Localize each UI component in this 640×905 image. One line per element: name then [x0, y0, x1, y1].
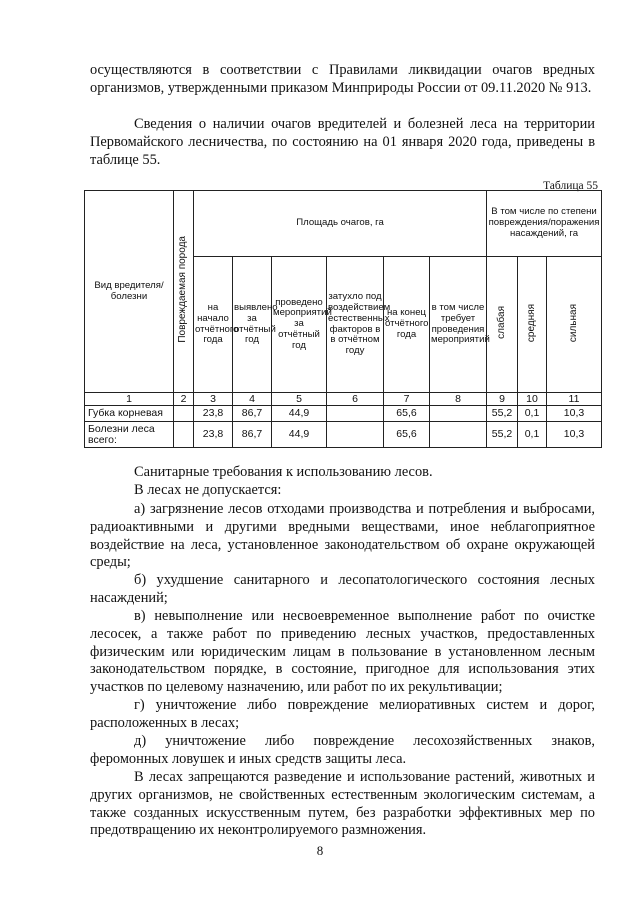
header-pest: Вид вредителя/болезни	[85, 191, 174, 393]
paragraph-item-d: д) уничтожение либо повреждение лесохозяйственных знаков, феромонных ловушек и иных средств защиты леса.	[90, 733, 595, 767]
header-end: на конец отчётного года	[384, 257, 430, 393]
column-numbers-row	[85, 393, 602, 406]
cell-end: 65,6	[384, 422, 430, 448]
page-number: 8	[316, 843, 324, 858]
col-number: 7	[384, 393, 430, 406]
header-area: Площадь очагов, га	[194, 191, 487, 257]
cell-pest-name: Губка корневая	[85, 406, 174, 422]
header-strong: сильная	[547, 257, 602, 393]
cell-medium: 0,1	[518, 406, 547, 422]
paragraph-table-intro: Сведения о наличии очагов вредителей и болезней леса на территории Первомайского лесничества, по состоянию на 01 января 2020 года, приведены в таблице 55.	[90, 116, 595, 168]
cell-pest-name: Болезни леса всего:	[85, 422, 174, 448]
cell-require	[430, 406, 487, 422]
header-require: в том числе требует проведения мероприятий	[430, 257, 487, 393]
col-number: 8	[430, 393, 487, 406]
paragraph-item-b: б) ухудшение санитарного и лесопатологического состояния лесных насаждений;	[90, 572, 595, 606]
header-start: на начало отчётного года	[194, 257, 233, 393]
table-row	[85, 406, 602, 422]
col-number: 9	[487, 393, 518, 406]
cell-found: 86,7	[233, 406, 272, 422]
header-weak: слабая	[487, 257, 518, 393]
cell-strong: 10,3	[547, 406, 602, 422]
col-number: 5	[272, 393, 327, 406]
cell-strong: 10,3	[547, 422, 602, 448]
paragraph-rules: осуществляются в соответствии с Правилами ликвидации очагов вредных организмов, утвержденными приказом Минприроды России от 09.11.2020 № 913.	[90, 62, 595, 96]
cell-weak: 55,2	[487, 406, 518, 422]
cell-breed	[174, 422, 194, 448]
cell-require	[430, 422, 487, 448]
cell-breed	[174, 406, 194, 422]
cell-measures: 44,9	[272, 406, 327, 422]
col-number: 11	[547, 393, 602, 406]
col-number: 6	[327, 393, 384, 406]
col-number: 4	[233, 393, 272, 406]
col-number: 2	[174, 393, 194, 406]
paragraph-item-g: г) уничтожение либо повреждение мелиоративных систем и дорог, расположенных в лесах;	[90, 697, 595, 731]
header-faded: затухло под воздействием естественных факторов в в отчётном году	[327, 257, 384, 393]
pest-disease-table	[84, 190, 602, 448]
paragraph-item-v: в) невыполнение или несвоевременное выполнение работ по очистке лесосек, а также работ по приведению лесных участков, предоставленных физическим или юридическим лицам в пользование в установленном лесным законодательством порядке, в состояние, пригодное для использования этих участков по целевому назначению, или работ по их рекультивации;	[90, 608, 595, 696]
col-number: 3	[194, 393, 233, 406]
cell-found: 86,7	[233, 422, 272, 448]
col-number: 10	[518, 393, 547, 406]
cell-measures: 44,9	[272, 422, 327, 448]
table-caption: Таблица 55	[543, 180, 598, 192]
cell-end: 65,6	[384, 406, 430, 422]
col-number: 1	[85, 393, 174, 406]
paragraph-prohibited: В лесах запрещаются разведение и использование растений, животных и других организмов, не свойственных естественным экологическим системам, а также созданных искусственным путем, без разработки эффективных мер по предотвращению их неконтролируемого размножения.	[90, 769, 595, 839]
table-row-total	[85, 422, 602, 448]
cell-faded	[327, 422, 384, 448]
paragraph-not-allowed: В лесах не допускается:	[134, 482, 282, 498]
header-breed: Повреждаемая порода	[174, 191, 194, 393]
cell-medium: 0,1	[518, 422, 547, 448]
header-found: выявлено за отчётный год	[233, 257, 272, 393]
cell-start: 23,8	[194, 406, 233, 422]
header-measures: проведено мероприятий за отчётный год	[272, 257, 327, 393]
header-damage: В том числе по степени повреждения/поражения насаждений, га	[487, 191, 602, 257]
paragraph-sanitary-title: Санитарные требования к использованию лесов.	[134, 464, 433, 480]
cell-weak: 55,2	[487, 422, 518, 448]
cell-faded	[327, 406, 384, 422]
paragraph-item-a: а) загрязнение лесов отходами производства и потребления и выбросами, радиоактивными и другими вредными веществами, иное неблагоприятное воздействие на леса, установленное законодательством об охране окружающей среды;	[90, 501, 595, 571]
header-medium: средняя	[518, 257, 547, 393]
cell-start: 23,8	[194, 422, 233, 448]
